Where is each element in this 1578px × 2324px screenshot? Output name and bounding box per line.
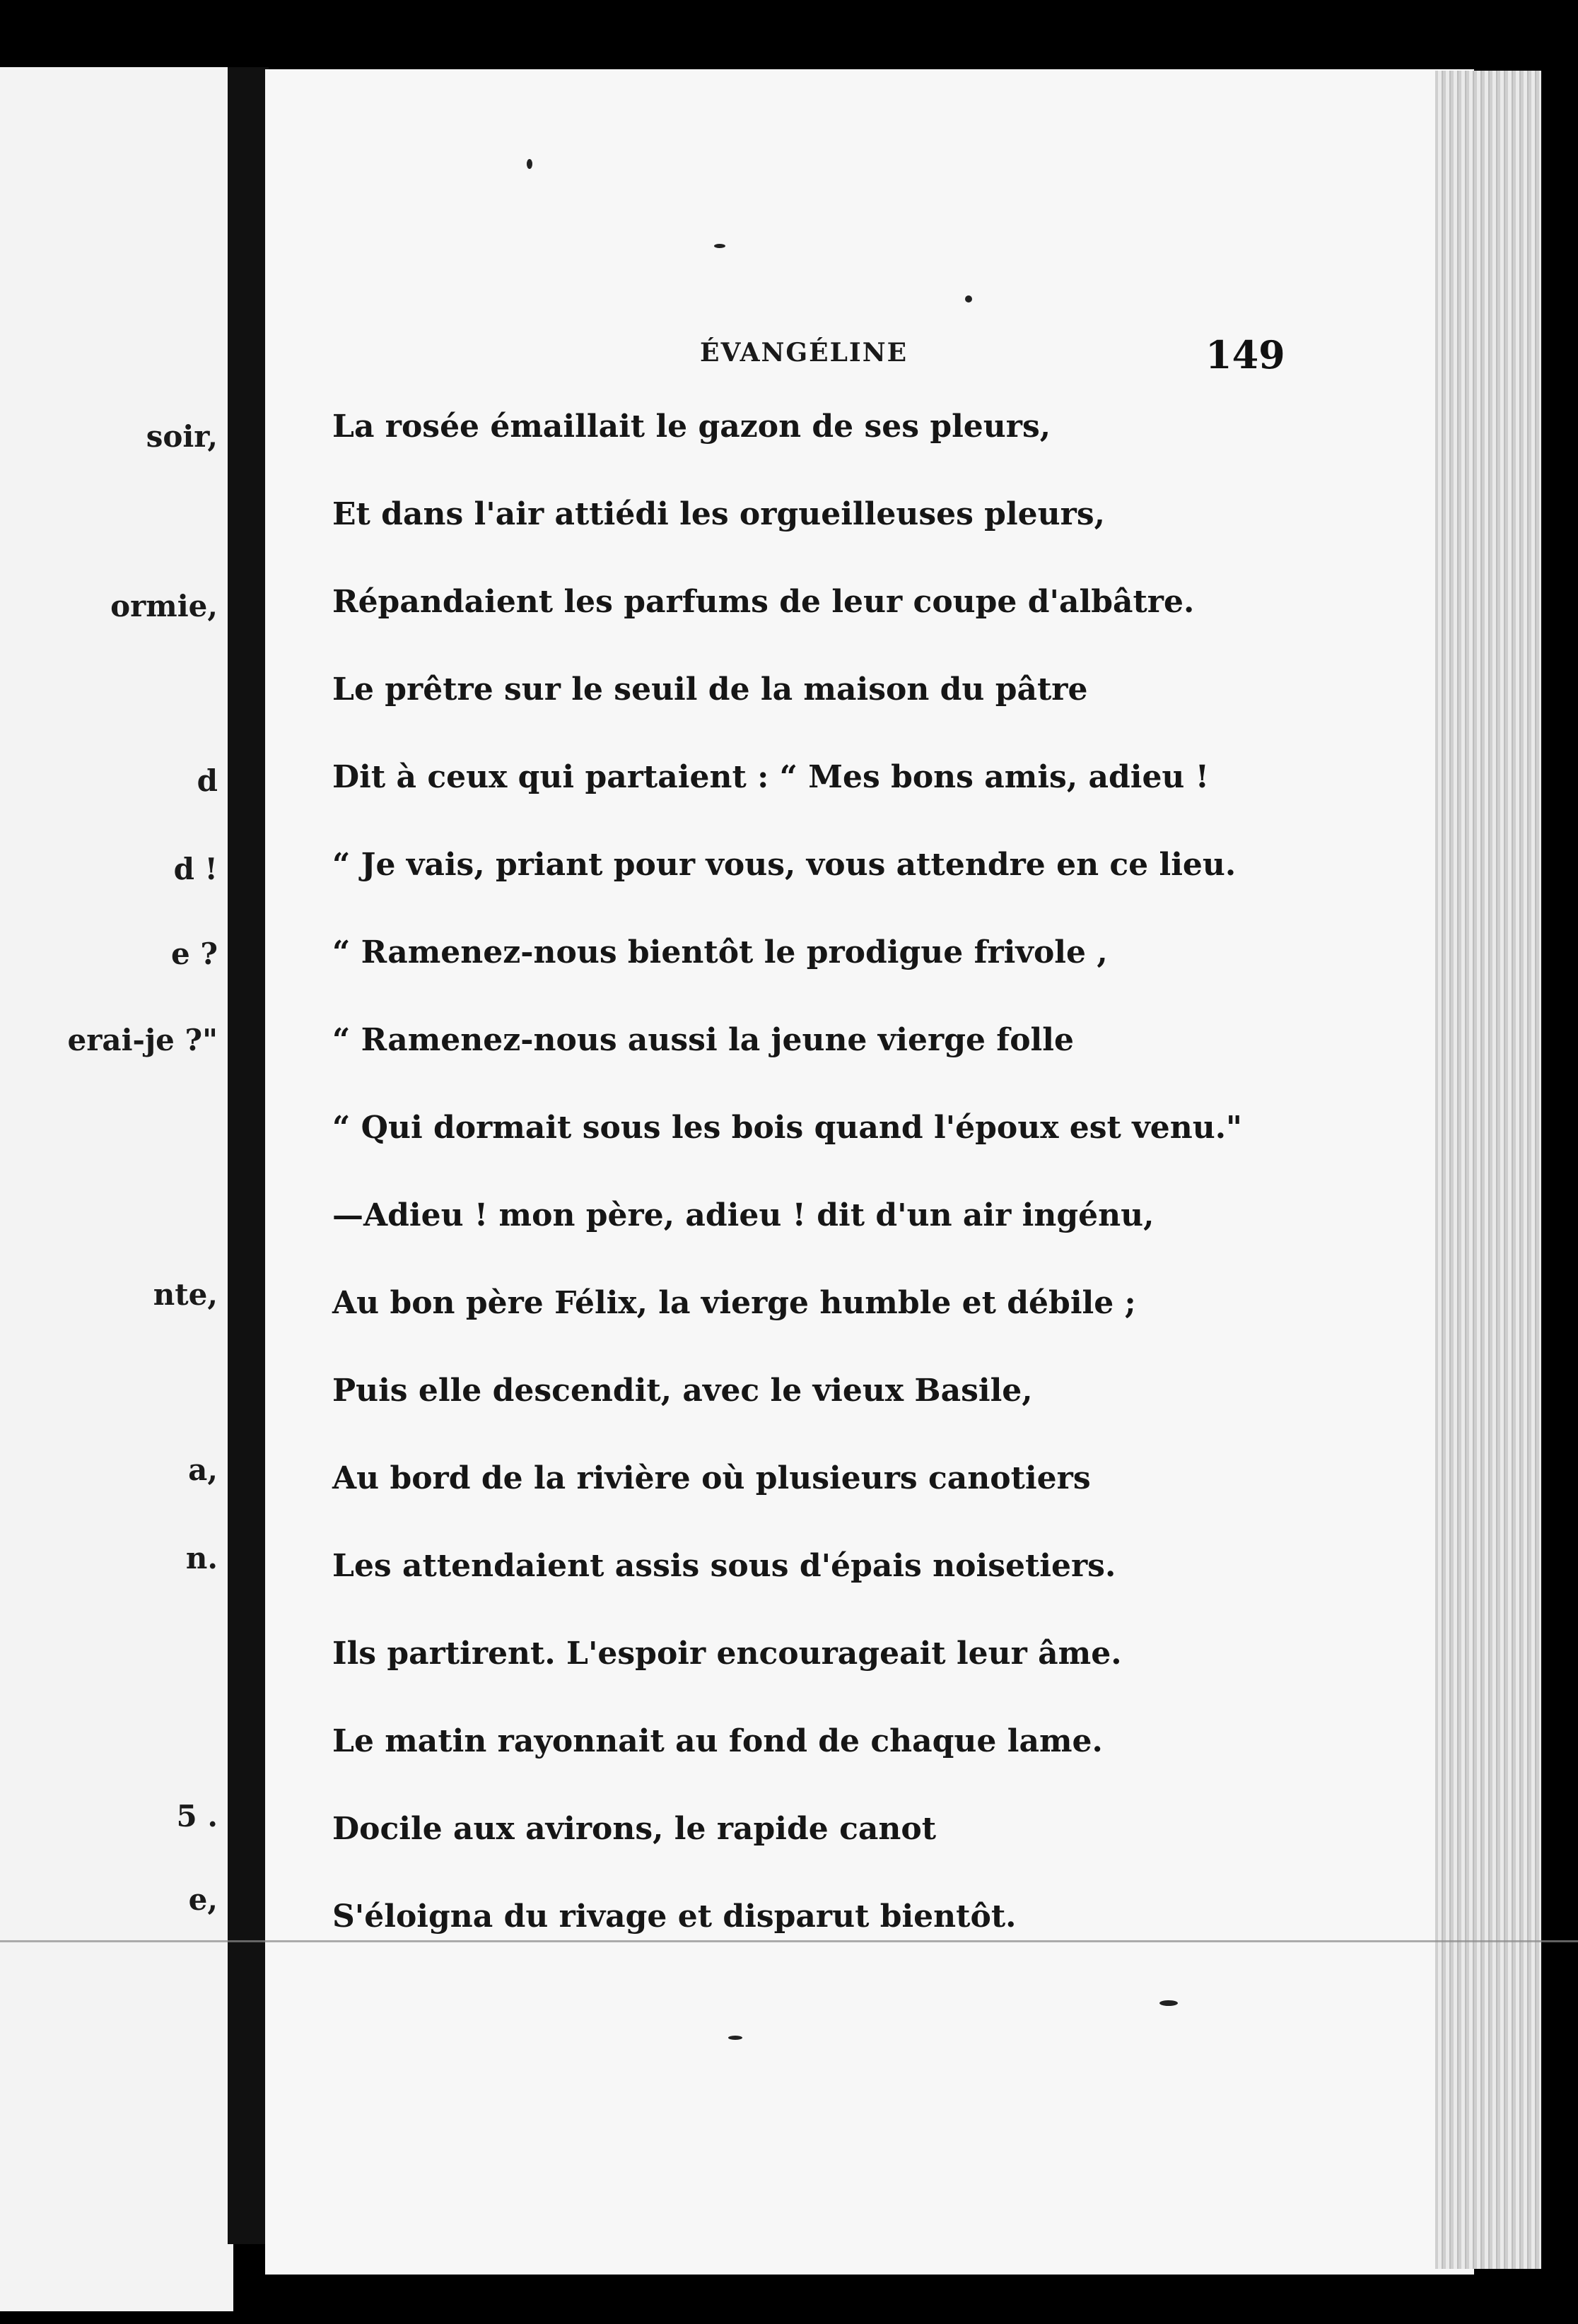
left-page-line: nte,: [153, 1277, 218, 1312]
verse-line: Au bon père Félix, la vierge humble et débile ;: [332, 1285, 1136, 1321]
left-page-line: 5 .: [176, 1799, 218, 1833]
dust-speck: [1159, 2000, 1178, 2006]
left-facing-page: [0, 67, 233, 2311]
running-head: ÉVANGÉLINE: [700, 338, 908, 368]
dust-speck: [527, 159, 532, 169]
verse-line: Répandaient les parfums de leur coupe d'albâtre.: [332, 584, 1195, 620]
verse-line: “ Ramenez-nous aussi la jeune vierge folle: [332, 1022, 1074, 1058]
verse-line: Le prêtre sur le seuil de la maison du pâtre: [332, 671, 1088, 708]
left-page-line: d: [197, 763, 218, 798]
verse-line: “ Ramenez-nous bientôt le prodigue frivole ,: [332, 934, 1108, 970]
page-edges: [1435, 71, 1541, 2269]
verse-line: Au bord de la rivière où plusieurs canotiers: [332, 1460, 1091, 1496]
verse-line: —Adieu ! mon père, adieu ! dit d'un air ingénu,: [332, 1197, 1155, 1233]
verse-line: Le matin rayonnait au fond de chaque lame.: [332, 1723, 1103, 1759]
verse-line: Les attendaient assis sous d'épais noisetiers.: [332, 1548, 1116, 1584]
verse-line: Docile aux avirons, le rapide canot: [332, 1811, 937, 1847]
verse-line: Dit à ceux qui partaient : “ Mes bons amis, adieu !: [332, 759, 1210, 795]
verse-line: Puis elle descendit, avec le vieux Basile,: [332, 1373, 1033, 1409]
dust-speck: [714, 244, 725, 248]
page-number: 149: [1205, 332, 1285, 377]
left-page-line: e ?: [171, 937, 218, 971]
verse-line: Ils partirent. L'espoir encourageait leur âme.: [332, 1636, 1122, 1672]
right-page: [265, 69, 1474, 2275]
left-page-line: a,: [188, 1452, 218, 1487]
scan-artifact-line: [0, 1940, 1578, 1942]
verse-line: Et dans l'air attiédi les orgueilleuses pleurs,: [332, 496, 1105, 532]
dust-speck: [965, 295, 972, 303]
verse-line: S'éloigna du rivage et disparut bientôt.: [332, 1898, 1017, 1935]
left-page-line: n.: [185, 1541, 218, 1575]
verse-line: “ Qui dormait sous les bois quand l'époux est venu.": [332, 1110, 1242, 1146]
left-page-line: e,: [188, 1882, 218, 1917]
left-page-line: erai-je ?": [67, 1023, 218, 1057]
left-page-line: d !: [173, 852, 218, 886]
dust-speck: [728, 2036, 742, 2040]
left-page-line: ormie,: [110, 589, 218, 623]
book-gutter: [228, 67, 269, 2244]
left-page-line: soir,: [146, 419, 218, 454]
verse-line: “ Je vais, priant pour vous, vous attendre en ce lieu.: [332, 847, 1237, 883]
verse-line: La rosée émaillait le gazon de ses pleurs,: [332, 409, 1051, 445]
